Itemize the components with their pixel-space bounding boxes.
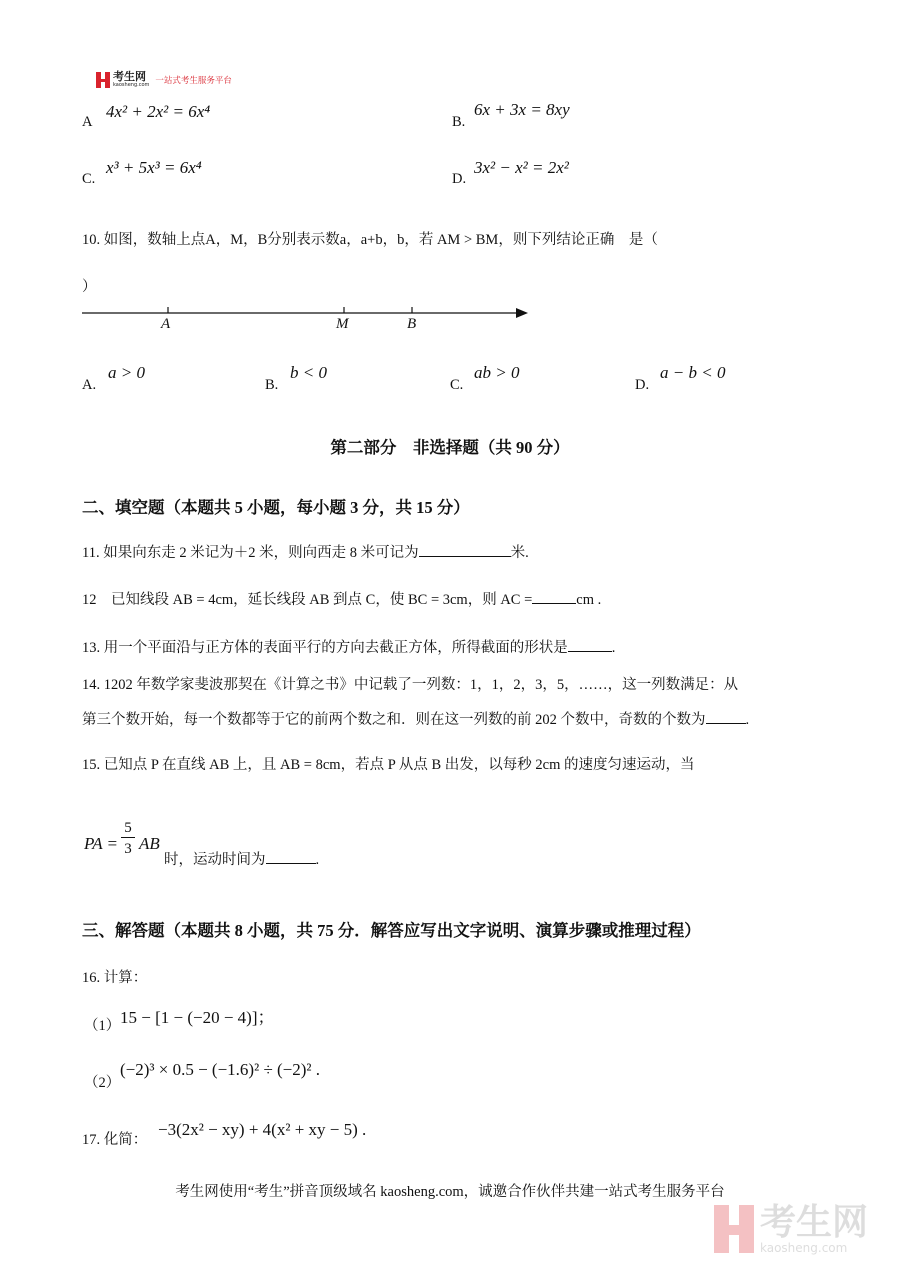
q10-option-c-formula: ab > 0 bbox=[474, 363, 520, 382]
q12: 12 已知线段 AB = 4cm，延长线段 AB 到点 C，使 BC = 3cm，则 AC = cm . bbox=[82, 588, 601, 609]
q14-line1: 14. 1202 年数学家斐波那契在《计算之书》中记载了一列数：1，1，2，3，5，……，这一列数满足：从 bbox=[82, 677, 739, 693]
kaosheng-watermark-icon bbox=[714, 1205, 754, 1253]
q9-option-d-label: D. bbox=[452, 171, 467, 187]
q14-line2: 第三个数开始，每一个数都等于它的前两个数之和．则在这一列数的前 202 个数中，奇数的个数为 . bbox=[82, 708, 749, 729]
q11: 11. 如果向东走 2 米记为＋2 米，则向西走 8 米可记为 米. bbox=[82, 541, 529, 562]
q17-text: 17. 化简： bbox=[82, 1132, 148, 1148]
axis-label-b: B bbox=[407, 316, 417, 332]
axis-label-a: A bbox=[161, 316, 171, 332]
q15-formula-left: PA = bbox=[84, 834, 118, 853]
watermark-domain: kaosheng.com bbox=[760, 1241, 848, 1255]
q15-formula-right: AB bbox=[139, 834, 160, 853]
q15-numerator: 5 bbox=[121, 819, 135, 838]
q9-option-b-formula: 6x + 3x = 8xy bbox=[474, 100, 570, 119]
header-logo bbox=[96, 72, 232, 88]
q10-text: 10. 如图，数轴上点A，M，B分别表示数a，a+b，b，若 AM > BM，则下列结论正确 是（ bbox=[82, 232, 658, 248]
axis-label-m: M bbox=[336, 316, 349, 332]
q9-option-d-formula: 3x² − x² = 2x² bbox=[474, 158, 569, 177]
q10-option-b-formula: b < 0 bbox=[290, 363, 327, 382]
logo-domain: kaosheng.com bbox=[113, 82, 150, 88]
number-line bbox=[80, 300, 540, 340]
q10-option-d-formula: a − b < 0 bbox=[660, 363, 726, 382]
q15-line2: 时，运动时间为 . bbox=[164, 848, 319, 869]
q10-option-a-formula: a > 0 bbox=[108, 363, 145, 382]
q16-part1-label: （1） bbox=[84, 1018, 121, 1034]
watermark-logo bbox=[714, 1204, 868, 1254]
q16-part2-label: （2） bbox=[84, 1075, 121, 1091]
q17-formula: −3(2x² − xy) + 4(x² + xy − 5) . bbox=[158, 1120, 367, 1139]
kaosheng-logo-icon bbox=[96, 72, 110, 88]
footer-text: 考生网使用“考生”拼音顶级域名 kaosheng.com，诚邀合作伙伴共建一站式考生服务平台 bbox=[175, 1184, 725, 1200]
section2-title: 二、填空题（本题共 5 小题，每小题 3 分，共 15 分） bbox=[82, 498, 470, 517]
q10-option-a-label: A. bbox=[82, 377, 97, 393]
watermark-name: 考生网 bbox=[760, 1202, 869, 1243]
q10-text-end: ） bbox=[82, 279, 97, 295]
q16-part1-formula: 15 − [1 − (−20 − 4)]； bbox=[120, 1008, 275, 1027]
q16-text: 16. 计算： bbox=[82, 970, 148, 986]
q9-option-c-formula: x³ + 5x³ = 6x⁴ bbox=[106, 158, 202, 177]
q9-option-b-label: B. bbox=[452, 114, 466, 130]
q13: 13. 用一个平面沿与正方体的表面平行的方向去截正方体，所得截面的形状是 . bbox=[82, 636, 615, 657]
logo-slogan: 一站式考生服务平台 bbox=[155, 76, 232, 86]
arrow-icon bbox=[516, 308, 528, 318]
q15-line1: 15. 已知点 P 在直线 AB 上，且 AB = 8cm，若点 P 从点 B 出发，以每秒 2cm 的速度匀速运动，当 bbox=[82, 757, 695, 773]
q9-option-a-formula: 4x² + 2x² = 6x⁴ bbox=[106, 102, 211, 121]
answer-blank bbox=[568, 637, 612, 653]
section3-title: 三、解答题（本题共 8 小题，共 75 分．解答应写出文字说明、演算步骤或推理过程） bbox=[82, 921, 701, 940]
answer-blank bbox=[532, 589, 576, 605]
answer-blank bbox=[706, 709, 746, 725]
answer-blank bbox=[419, 542, 511, 558]
q10-option-b-label: B. bbox=[265, 377, 279, 393]
part2-title: 第二部分 非选择题（共 90 分） bbox=[330, 438, 570, 457]
q16-part2-formula: (−2)³ × 0.5 − (−1.6)² ÷ (−2)² . bbox=[120, 1060, 321, 1079]
logo-name: 考生网 bbox=[113, 70, 146, 83]
q10-option-c-label: C. bbox=[450, 377, 464, 393]
q9-option-a-label: A bbox=[82, 114, 93, 130]
q15-denominator: 3 bbox=[124, 841, 132, 857]
answer-blank bbox=[266, 849, 316, 865]
q10-option-d-label: D. bbox=[635, 377, 650, 393]
q9-option-c-label: C. bbox=[82, 171, 96, 187]
